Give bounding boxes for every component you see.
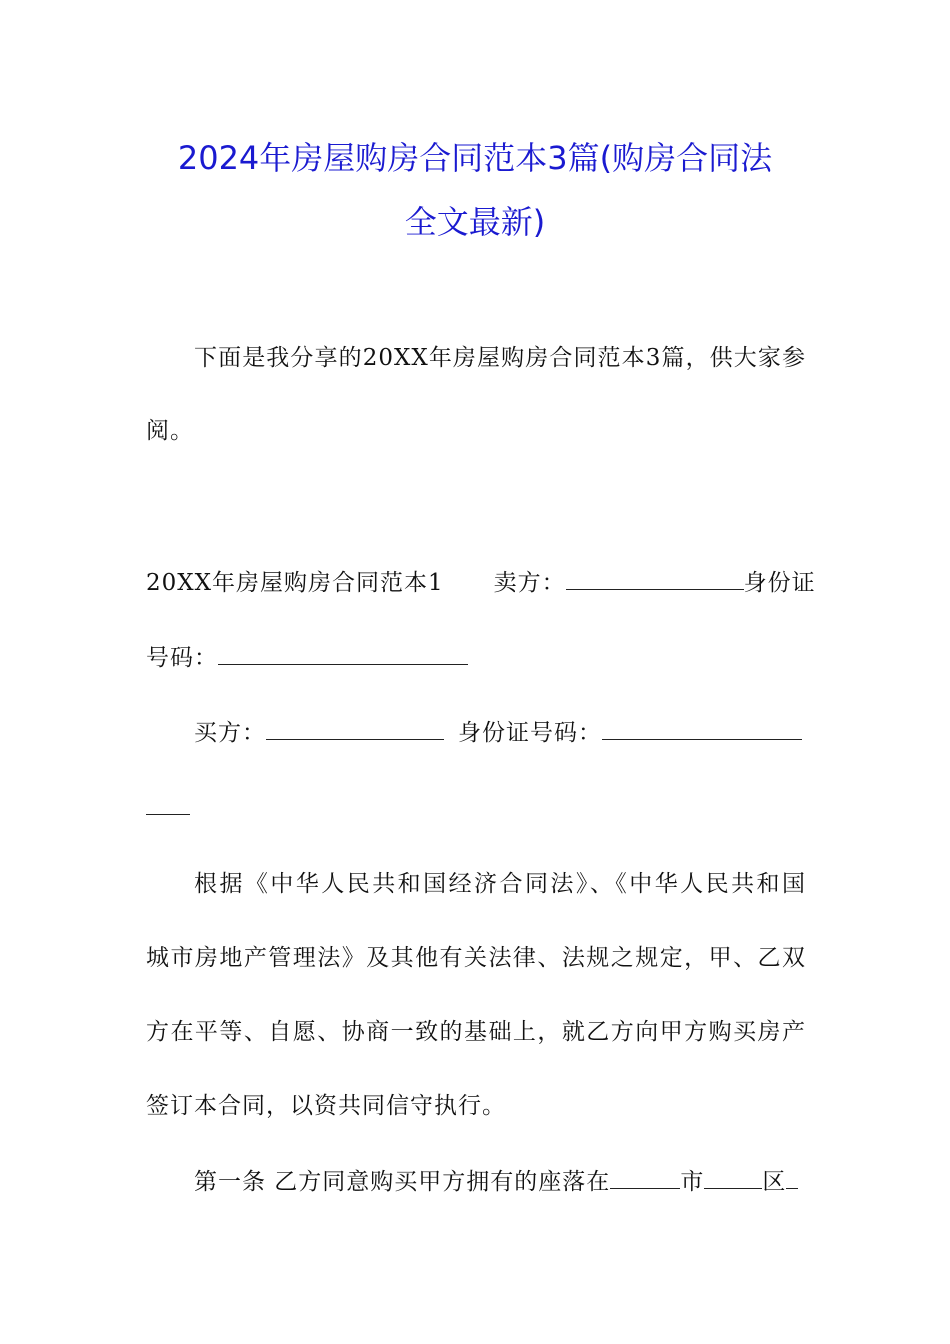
seller-id-line [146, 640, 806, 676]
para-1-line-4: 签订本合同，以资共同信守执行。 [146, 1093, 506, 1119]
buyer-id-blank-continued [146, 796, 190, 815]
seller-name-blank [566, 571, 744, 590]
seller-id-label-part1: 身份证 [743, 570, 816, 596]
district-label: 区 [762, 1169, 787, 1195]
seller-label: 卖方： [493, 570, 566, 596]
title-line-2: 全文最新) [404, 203, 546, 241]
intro-line-2: 阅。 [146, 418, 194, 444]
document-title [100, 126, 850, 254]
address-blank [786, 1170, 798, 1189]
buyer-name-blank [266, 721, 444, 740]
buyer-label: 买方： [194, 720, 266, 746]
section-1-header-line [146, 565, 816, 601]
article-1-text: 第一条 乙方同意购买甲方拥有的座落在 [194, 1169, 611, 1195]
title-line-1: 2024年房屋购房合同范本3篇(购房合同法 [177, 139, 773, 177]
seller-id-label-part2: 号码： [146, 645, 218, 671]
buyer-line [194, 715, 806, 751]
para-1-line-3: 方在平等、自愿、协商一致的基础上，就乙方向甲方购买房产 [146, 1019, 806, 1045]
para-1-line-2: 城市房地产管理法》及其他有关法律、法规之规定，甲、乙双 [146, 945, 806, 971]
para-1-line-1: 根据《中华人民共和国经济合同法》、《中华人民共和国 [194, 871, 806, 897]
city-blank [610, 1170, 680, 1189]
city-label: 市 [680, 1169, 705, 1195]
section-1-heading: 20XX年房屋购房合同范本1 [146, 570, 444, 596]
buyer-id-label: 身份证号码： [458, 720, 602, 746]
buyer-id-continuation [146, 790, 806, 826]
buyer-id-blank [602, 721, 802, 740]
seller-id-blank [218, 646, 468, 665]
district-blank [704, 1170, 762, 1189]
intro-line-1: 下面是我分享的20XX年房屋购房合同范本3篇，供大家参 [194, 345, 806, 371]
article-1-line [194, 1164, 806, 1200]
